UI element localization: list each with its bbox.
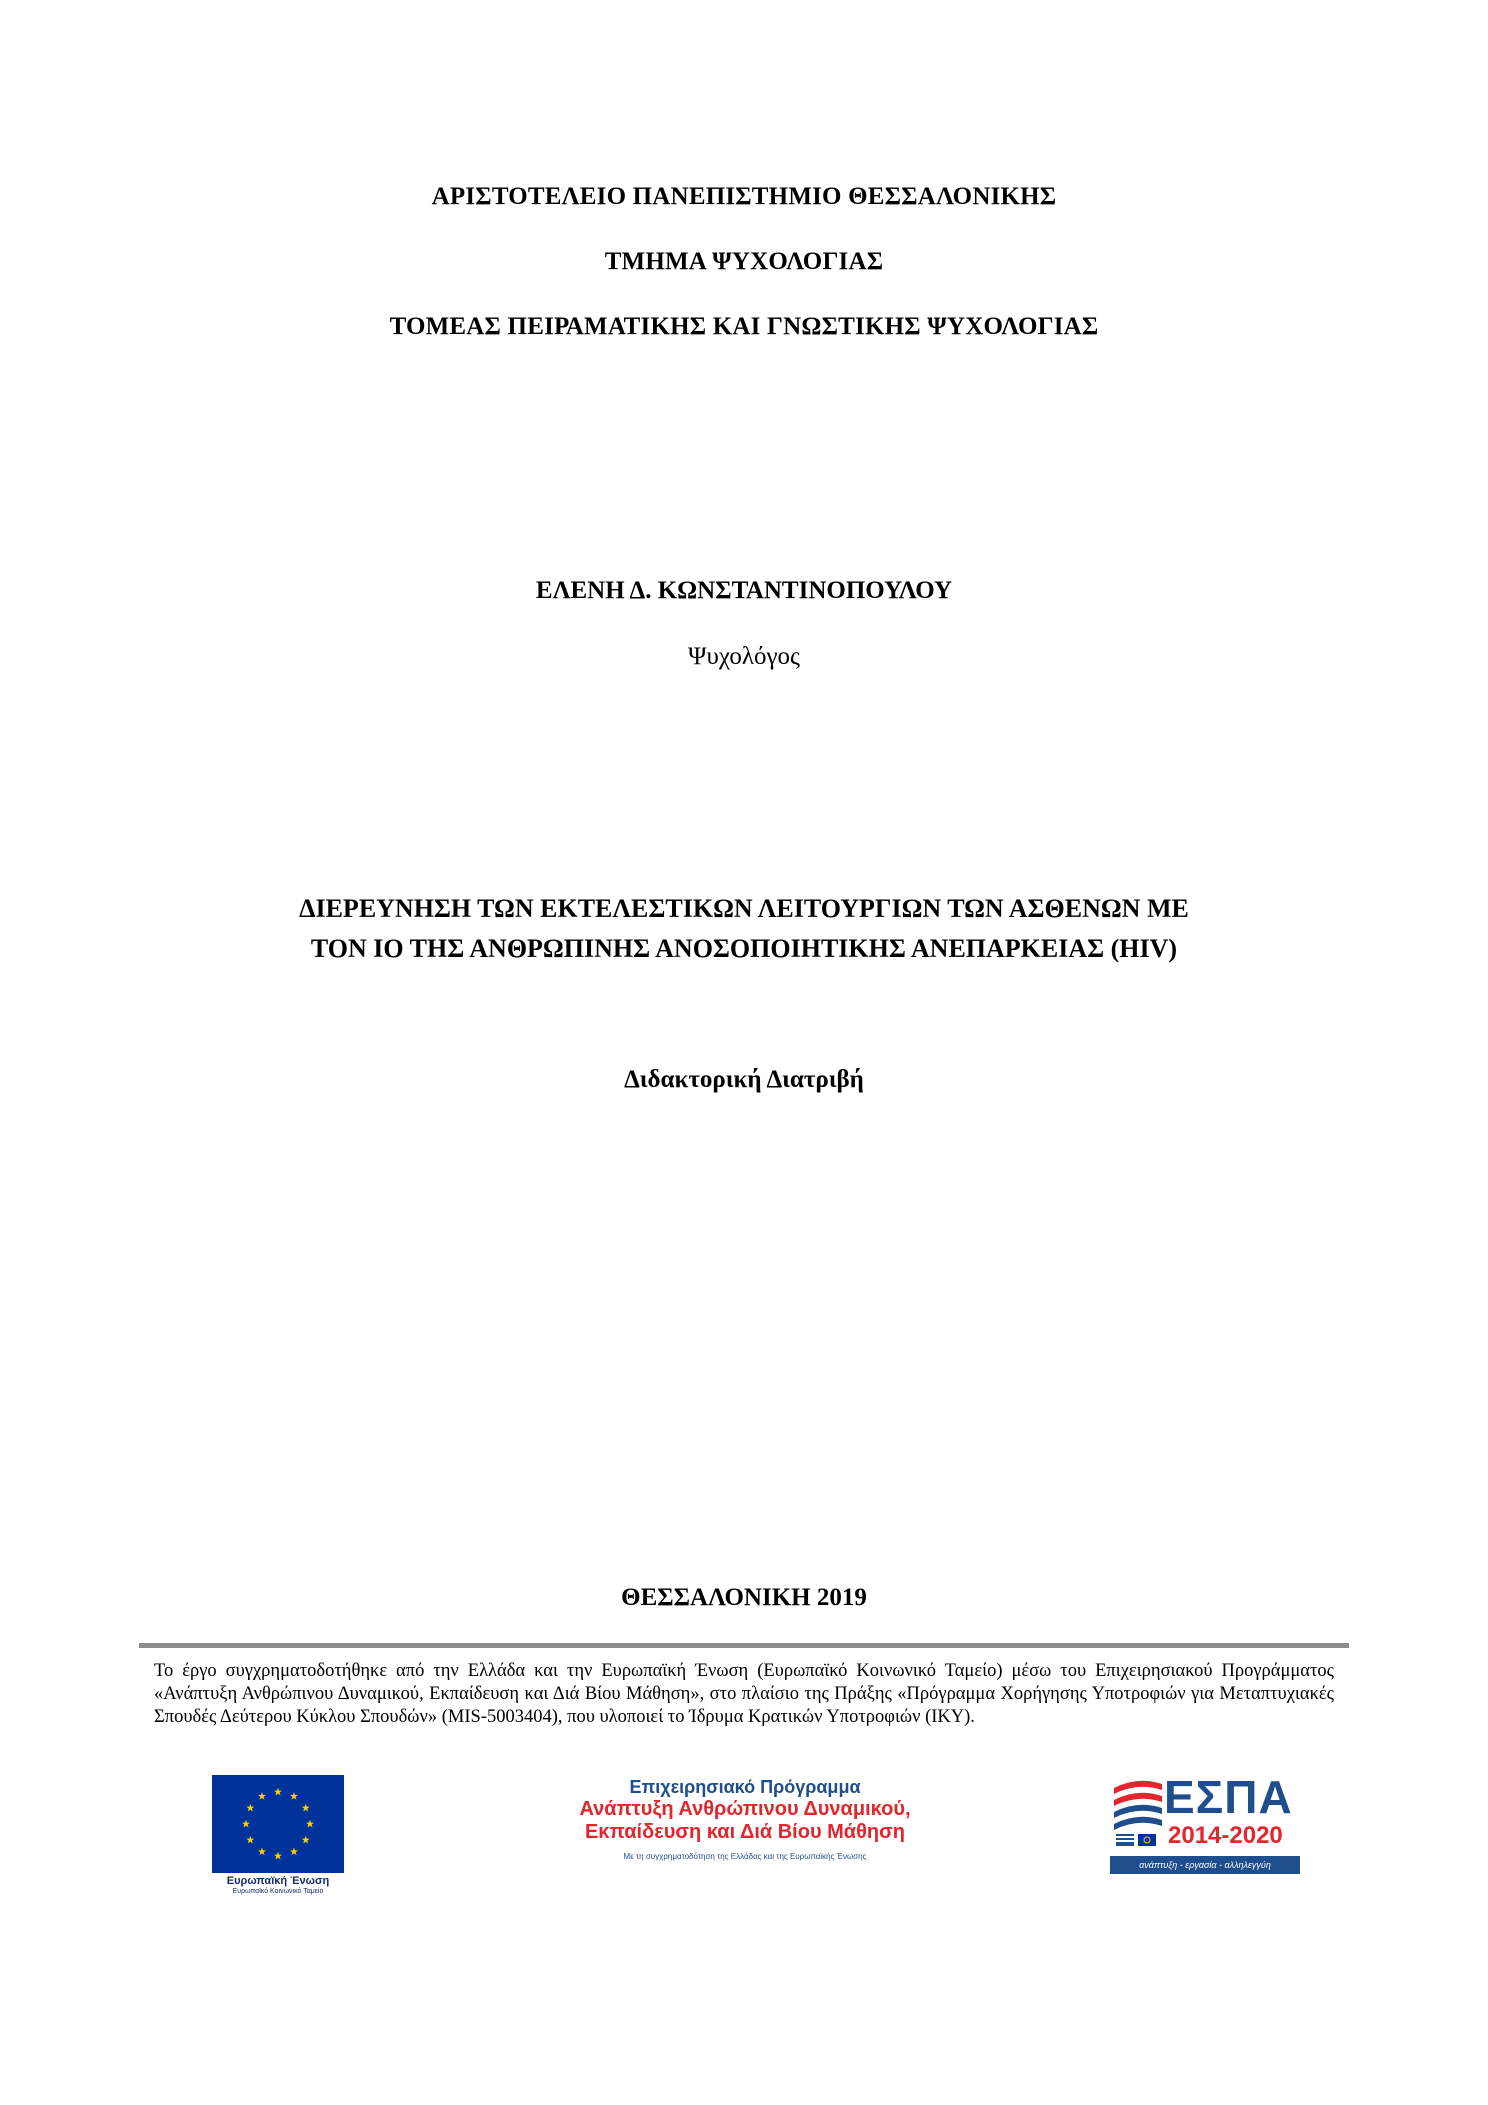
eu-star bbox=[242, 1820, 250, 1828]
thesis-title bbox=[0, 889, 1488, 969]
eu-logo-caption bbox=[200, 1875, 356, 1896]
espa-tagline: ανάπτυξη - εργασία - αλληλεγγύη bbox=[1110, 1856, 1300, 1874]
op-logo-line-2: Ανάπτυξη Ανθρώπινου Δυναμικού, bbox=[579, 1798, 911, 1820]
eu-star bbox=[302, 1804, 310, 1812]
eu-star bbox=[258, 1848, 266, 1856]
footer-divider bbox=[139, 1643, 1349, 1648]
eu-stars-icon bbox=[212, 1775, 344, 1873]
author-name: ΕΛΕΝΗ Δ. ΚΩΝΣΤΑΝΤΙΝΟΠΟΥΛΟΥ bbox=[535, 577, 953, 604]
eu-star bbox=[306, 1820, 314, 1828]
place-year: ΘΕΣΣΑΛΟΝΙΚΗ 2019 bbox=[621, 1584, 867, 1611]
op-logo-line-1: Επιχειρησιακό Πρόγραμμα bbox=[629, 1777, 861, 1797]
eu-star bbox=[258, 1792, 266, 1800]
thesis-title-line-2: ΤΟΝ ΙΟ ΤΗΣ ΑΝΘΡΩΠΙΝΗΣ ΑΝΟΣΟΠΟΙΗΤΙΚΗΣ ΑΝΕΠΑΡΚΕΙΑΣ (HIV) bbox=[310, 934, 1178, 963]
eu-star bbox=[290, 1792, 298, 1800]
department-name: ΤΜΗΜΑ ΨΥΧΟΛΟΓΙΑΣ bbox=[604, 248, 884, 275]
author-role: Ψυχολόγος bbox=[688, 643, 800, 670]
funding-text: Το έργο συγχρηματοδοτήθηκε από την Ελλάδα και την Ευρωπαϊκή Ένωση (Ευρωπαϊκό Κοινωνικό Ταμείο) μέσω του Επιχειρησιακού Προγράμματος «Ανάπτυξη Ανθρώπινου Δυναμικού, Εκπαίδευση και Διά Βίου Μάθηση», στο πλαίσιο της Πράξης «Πρόγραμμα Χορήγησης Υποτροφιών για Μεταπτυχιακές Σπουδές Δεύτερου Κύκλου Σπουδών» (MIS-5003404), που υλοποιεί το Ίδρυμα Κρατικών Υποτροφιών (ΙΚΥ). bbox=[154, 1661, 1334, 1727]
eu-star bbox=[246, 1804, 254, 1812]
espa-waves-icon bbox=[1110, 1774, 1164, 1854]
eu-star bbox=[246, 1836, 254, 1844]
operational-programme-logo bbox=[520, 1776, 970, 1864]
thesis-title-line-1: ΔΙΕΡΕΥΝΗΣΗ ΤΩΝ ΕΚΤΕΛΕΣΤΙΚΩΝ ΛΕΙΤΟΥΡΓΙΩΝ ΤΩΝ ΑΣΘΕΝΩΝ ΜΕ bbox=[299, 894, 1189, 923]
eu-star bbox=[274, 1788, 282, 1796]
eu-star bbox=[274, 1852, 282, 1860]
op-logo-line-3: Εκπαίδευση και Διά Βίου Μάθηση bbox=[584, 1821, 906, 1843]
espa-logo bbox=[1110, 1771, 1300, 1876]
thesis-type: Διδακτορική Διατριβή bbox=[624, 1066, 864, 1093]
op-logo-line-4: Με τη συγχρηματοδότηση της Ελλάδας και της Ευρωπαϊκής Ένωσης bbox=[623, 1852, 867, 1861]
university-name: ΑΡΙΣΤΟΤΕΛΕΙΟ ΠΑΝΕΠΙΣΤΗΜΙΟ ΘΕΣΣΑΛΟΝΙΚΗΣ bbox=[431, 183, 1057, 210]
funding-statement bbox=[154, 1660, 1334, 1729]
sector-name: ΤΟΜΕΑΣ ΠΕΙΡΑΜΑΤΙΚΗΣ ΚΑΙ ΓΝΩΣΤΙΚΗΣ ΨΥΧΟΛΟΓΙΑΣ bbox=[389, 313, 1099, 340]
espa-years: 2014-2020 bbox=[1168, 1822, 1283, 1849]
eu-caption-title: Ευρωπαϊκή Ένωση bbox=[226, 1875, 330, 1887]
eu-star bbox=[290, 1848, 298, 1856]
eu-flag-logo bbox=[212, 1775, 344, 1873]
espa-word: ΕΣΠΑ bbox=[1164, 1771, 1293, 1823]
eu-caption-subtitle: Ευρωπαϊκό Κοινωνικό Ταμείο bbox=[232, 1888, 324, 1895]
eu-star bbox=[302, 1836, 310, 1844]
